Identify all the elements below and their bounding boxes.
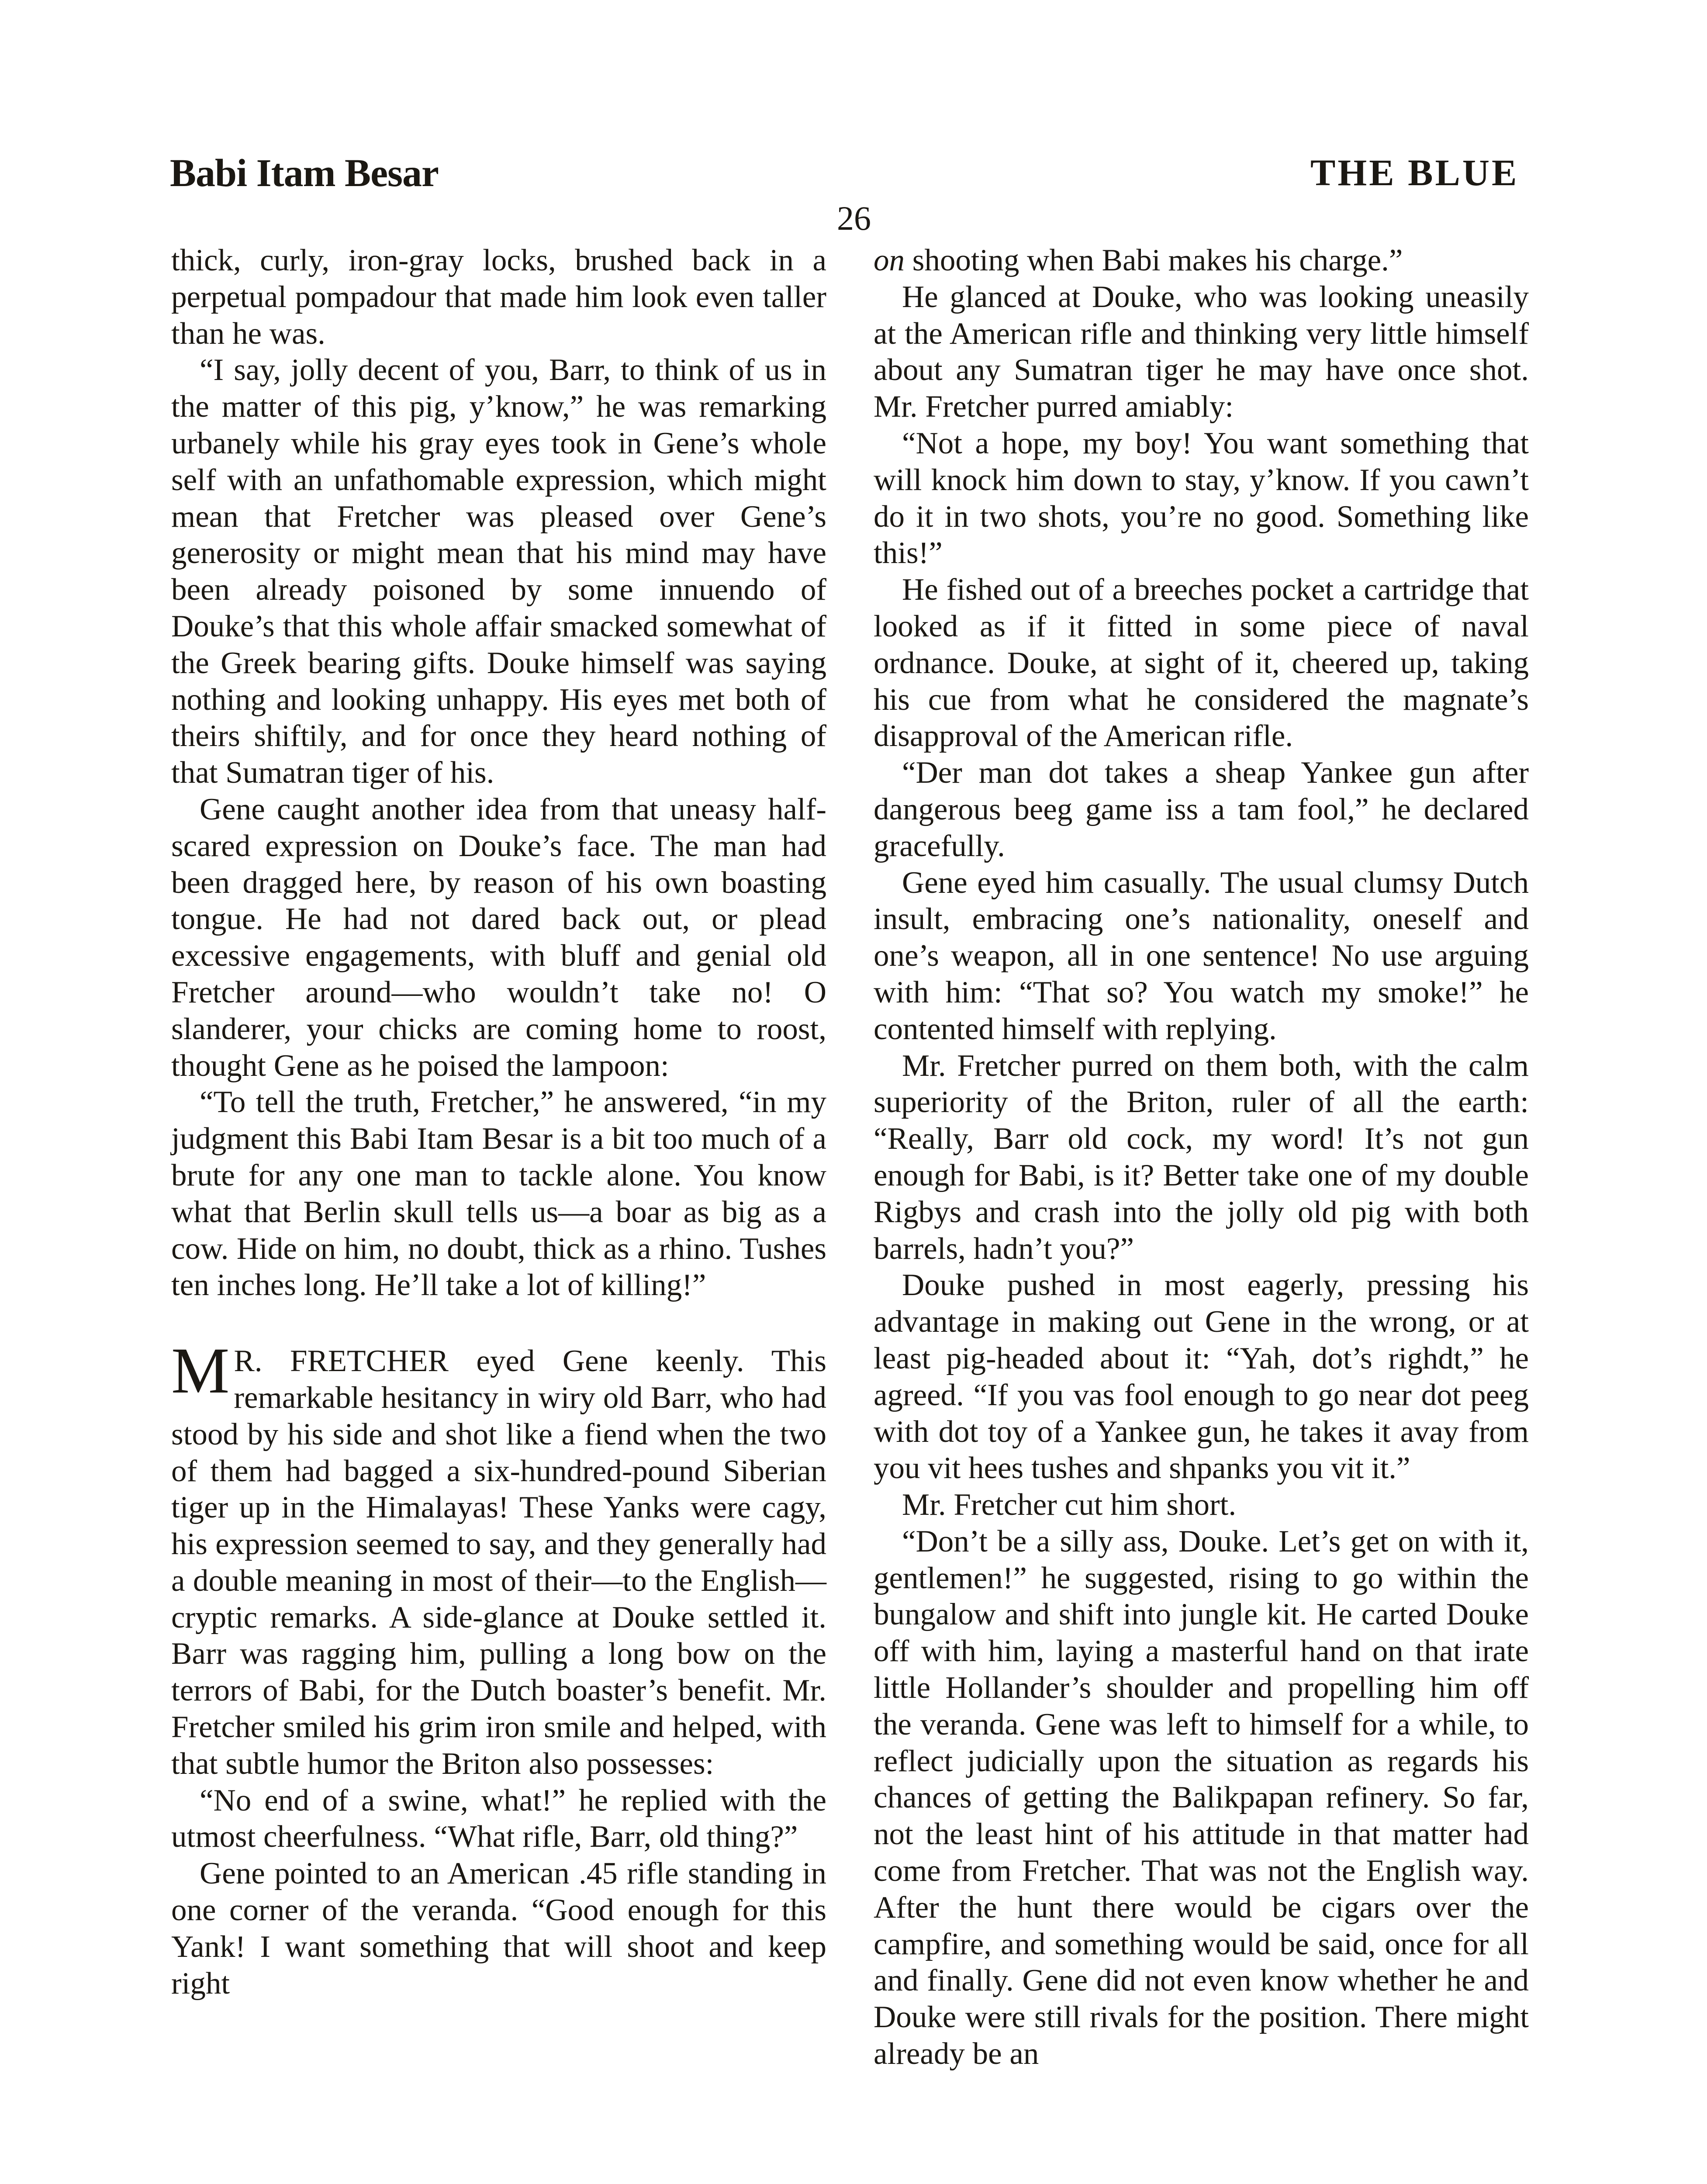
paragraph: Douke pushed in most eagerly, pressing his advantage in making out Gene in the wrong, or at least pig-headed about it: “Yah, dot’s righdt,” he agreed. “If you vas fool enough to go near dot peeg with dot toy of a Yankee gun, he takes it avay from you vit hees tushes and shpanks you vit it.” [874, 1268, 1529, 1486]
story-title: Babi Itam Besar [170, 152, 439, 195]
paragraph: Gene pointed to an American .45 rifle standing in one corner of the veranda. “Good enough for this Yank! I want something that will shoot and keep right [171, 1856, 826, 2001]
drop-cap: M [171, 1334, 230, 1407]
paragraph: Mr. Fretcher purred on them both, with the calm superiority of the Briton, ruler of all the earth: “Really, Barr old cock, my word! It’s not gun enough for Babi, is it? Better take one of my double Rigbys and crash into the jolly old pig with both barrels, hadn’t you?” [874, 1048, 1529, 1266]
paragraph: “Der man dot takes a sheap Yankee gun after dangerous beeg game iss a tam fool,” he declared gracefully. [874, 756, 1529, 863]
section-opening-paragraph [171, 1334, 826, 1783]
right-column [874, 242, 1529, 2184]
paragraph: Gene eyed him casually. The usual clumsy Dutch insult, embracing one’s nationality, oneself and one’s weapon, all in one sentence! No use arguing with him: “That so? You watch my smoke!” he contented himself with replying. [874, 865, 1529, 1046]
paragraph: “No end of a swine, what!” he replied with the utmost cheerfulness. “What rifle, Barr, old thing?” [171, 1783, 826, 1854]
paragraph: thick, curly, iron-gray locks, brushed back in a perpetual pompadour that made him look even taller than he was. [171, 243, 826, 351]
paragraph: “I say, jolly decent of you, Barr, to think of us in the matter of this pig, y’know,” he was remarking urbanely while his gray eyes took in Gene’s whole self with an unfathomable expression, which might mean that Fretcher was pleased over Gene’s generosity or might mean that his mind may have been already poisoned by some innuendo of Douke’s that this whole affair smacked somewhat of the Greek bearing gifts. Douke himself was saying nothing and looking unhappy. His eyes met both of theirs shiftily, and for once they heard nothing of that Sumatran tiger of his. [171, 353, 826, 790]
paragraph: “To tell the truth, Fretcher,” he answered, “in my judgment this Babi Itam Besar is a bit too much of a brute for any one man to tackle alone. You know what that Berlin skull tells us—a boar as big as a cow. Hide on him, no doubt, thick as a rhino. Tushes ten inches long. He’ll take a lot of killing!” [171, 1085, 826, 1303]
left-column [171, 242, 826, 2184]
paragraph: “Not a hope, my boy! You want something that will knock him down to stay, y’know. If you cawn’t do it in two shots, you’re no good. Something like this!” [874, 426, 1529, 570]
paragraph: Mr. Fretcher cut him short. [902, 1488, 1237, 1522]
paragraph [874, 242, 1529, 279]
paragraph-text: R. FRETCHER eyed Gene keenly. This remarkable hesitancy in wiry old Barr, who had stood by his side and shot like a fiend when the two of them had bagged a six-hundred-pound Siberian tiger up in the Himalayas! These Yanks were cagy, his expression seemed to say, and they generally had a double meaning in most of their—to the English—cryptic remarks. A side-glance at Douke settled it. Barr was ragging him, pulling a long bow on the terrors of Babi, for the Dutch boaster’s benefit. Mr. Fretcher smiled his grim iron smile and helped, with that subtle humor the Briton also possesses: [171, 1344, 826, 1781]
paragraph: “Don’t be a silly ass, Douke. Let’s get on with it, gentlemen!” he suggested, rising to go within the bungalow and shift into jungle kit. He carted Douke off with him, laying a masterful hand on that irate little Hollander’s shoulder and propelling him off the veranda. Gene was left to himself for a while, to reflect judicially upon the situation as regards his chances of getting the Balikpapan refinery. So far, not the least hint of his attitude in that matter had come from Fretcher. That was not the English way. After the hunt there would be cigars over the campfire, and something would be said, once for all and finally. Gene did not even know whether he and Douke were still rivals for the position. There might already be an [874, 1524, 1529, 2071]
magazine-title: THE BLUE [1310, 152, 1519, 194]
page-number: 26 [837, 199, 871, 237]
paragraph: He glanced at Douke, who was looking uneasily at the American rifle and thinking very little himself about any Sumatran tiger he may have once shot. Mr. Fretcher purred amiably: [874, 280, 1529, 424]
paragraph: Gene caught another idea from that uneasy half-scared expression on Douke’s face. The man had been dragged here, by reason of his own boasting tongue. He had not dared back out, or plead excessive engagements, with bluff and genial old Fretcher around—who wouldn’t take no! O slanderer, your chicks are coming home to roost, thought Gene as he poised the lampoon: [171, 792, 826, 1083]
paragraph-text: shooting when Babi makes his charge.” [905, 243, 1403, 277]
italic-lead-word: on [874, 243, 905, 277]
paragraph: He fished out of a breeches pocket a cartridge that looked as if it fitted in some piece of naval ordnance. Douke, at sight of it, cheered up, taking his cue from what he considered the magnate’s disapproval of the American rifle. [874, 573, 1529, 753]
